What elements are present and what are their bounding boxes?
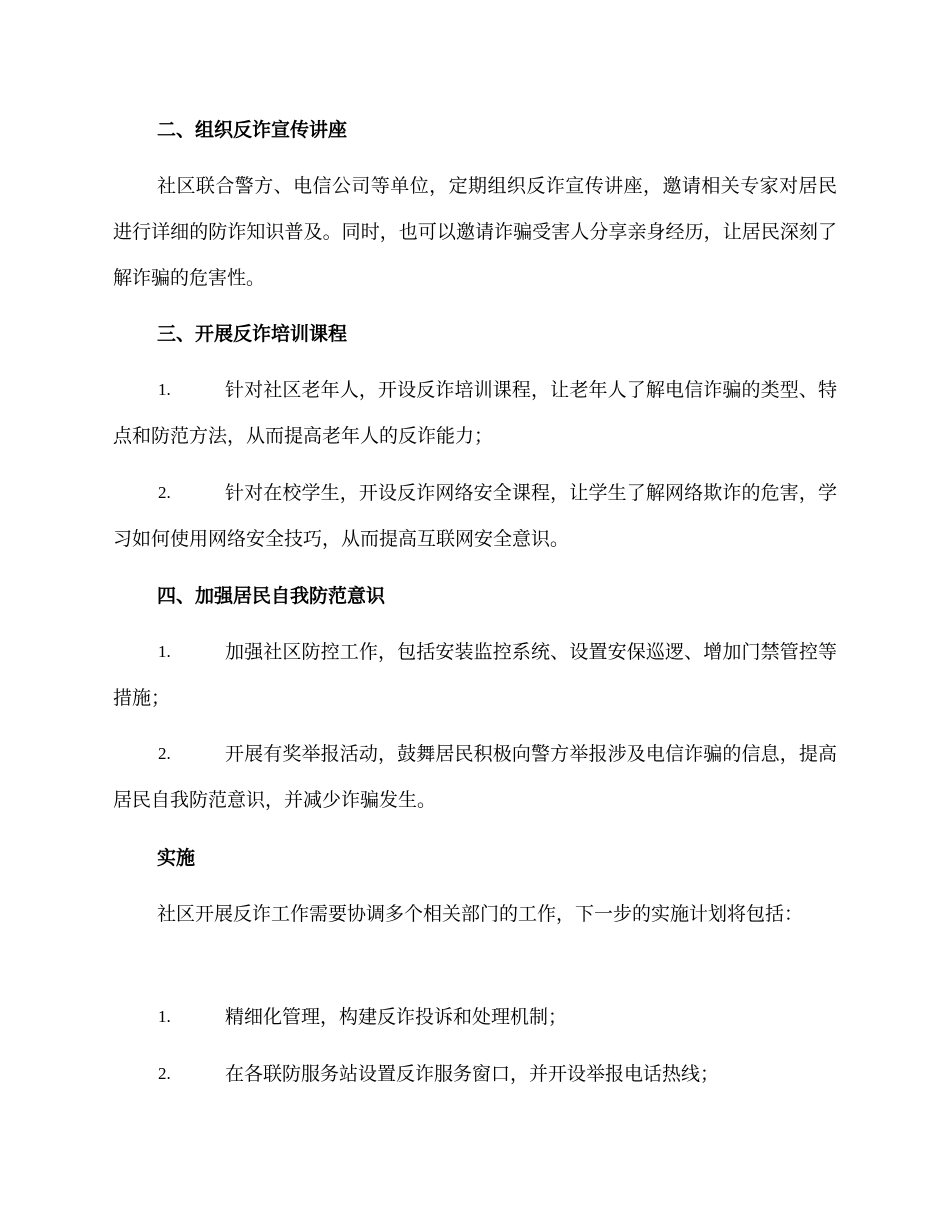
section-heading-awareness: 四、加强居民自我防范意识 xyxy=(157,585,386,607)
list-item xyxy=(113,731,837,823)
list-item-number: 1. xyxy=(158,642,171,661)
list-item xyxy=(113,1051,837,1097)
list-item-number: 1. xyxy=(158,1007,171,1026)
list-item-text: 针对社区老年人，开设反诈培训课程，让老年人了解电信诈骗的类型、特点和防范方法，从而提高老年人的反诈能力； xyxy=(113,379,837,447)
list-item-text: 精细化管理，构建反诈投诉和处理机制； xyxy=(225,1006,568,1028)
list-item-text: 在各联防服务站设置反诈服务窗口，并开设举报电话热线； xyxy=(225,1063,720,1085)
list-item-text: 加强社区防控工作，包括安装监控系统、设置安保巡逻、增加门禁管控等措施； xyxy=(113,641,837,709)
list-item-number: 2. xyxy=(158,483,171,502)
list-item-number: 2. xyxy=(158,1064,171,1083)
list-item xyxy=(113,994,837,1040)
list-item xyxy=(113,367,837,459)
list-item xyxy=(113,470,837,562)
list-item-text: 开展有奖举报活动，鼓舞居民积极向警方举报涉及电信诈骗的信息，提高居民自我防范意识，并减少诈骗发生。 xyxy=(113,743,837,811)
section-heading-training: 三、开展反诈培训课程 xyxy=(157,323,348,345)
section-heading-implementation: 实施 xyxy=(157,847,196,869)
list-item xyxy=(113,629,837,721)
paragraph-implementation: 社区开展反诈工作需要协调多个相关部门的工作，下一步的实施计划将包括： xyxy=(157,903,804,925)
list-item-number: 1. xyxy=(158,380,171,399)
list-item-text: 针对在校学生，开设反诈网络安全课程，让学生了解网络欺诈的危害，学习如何使用网络安全技巧，从而提高互联网安全意识。 xyxy=(113,482,837,550)
paragraph-lecture: 社区联合警方、电信公司等单位，定期组织反诈宣传讲座，邀请相关专家对居民进行详细的防诈知识普及。同时，也可以邀请诈骗受害人分享亲身经历，让居民深刻了解诈骗的危害性。 xyxy=(113,175,837,289)
section-heading-lecture: 二、组织反诈宣传讲座 xyxy=(157,119,348,141)
list-item-number: 2. xyxy=(158,744,171,763)
